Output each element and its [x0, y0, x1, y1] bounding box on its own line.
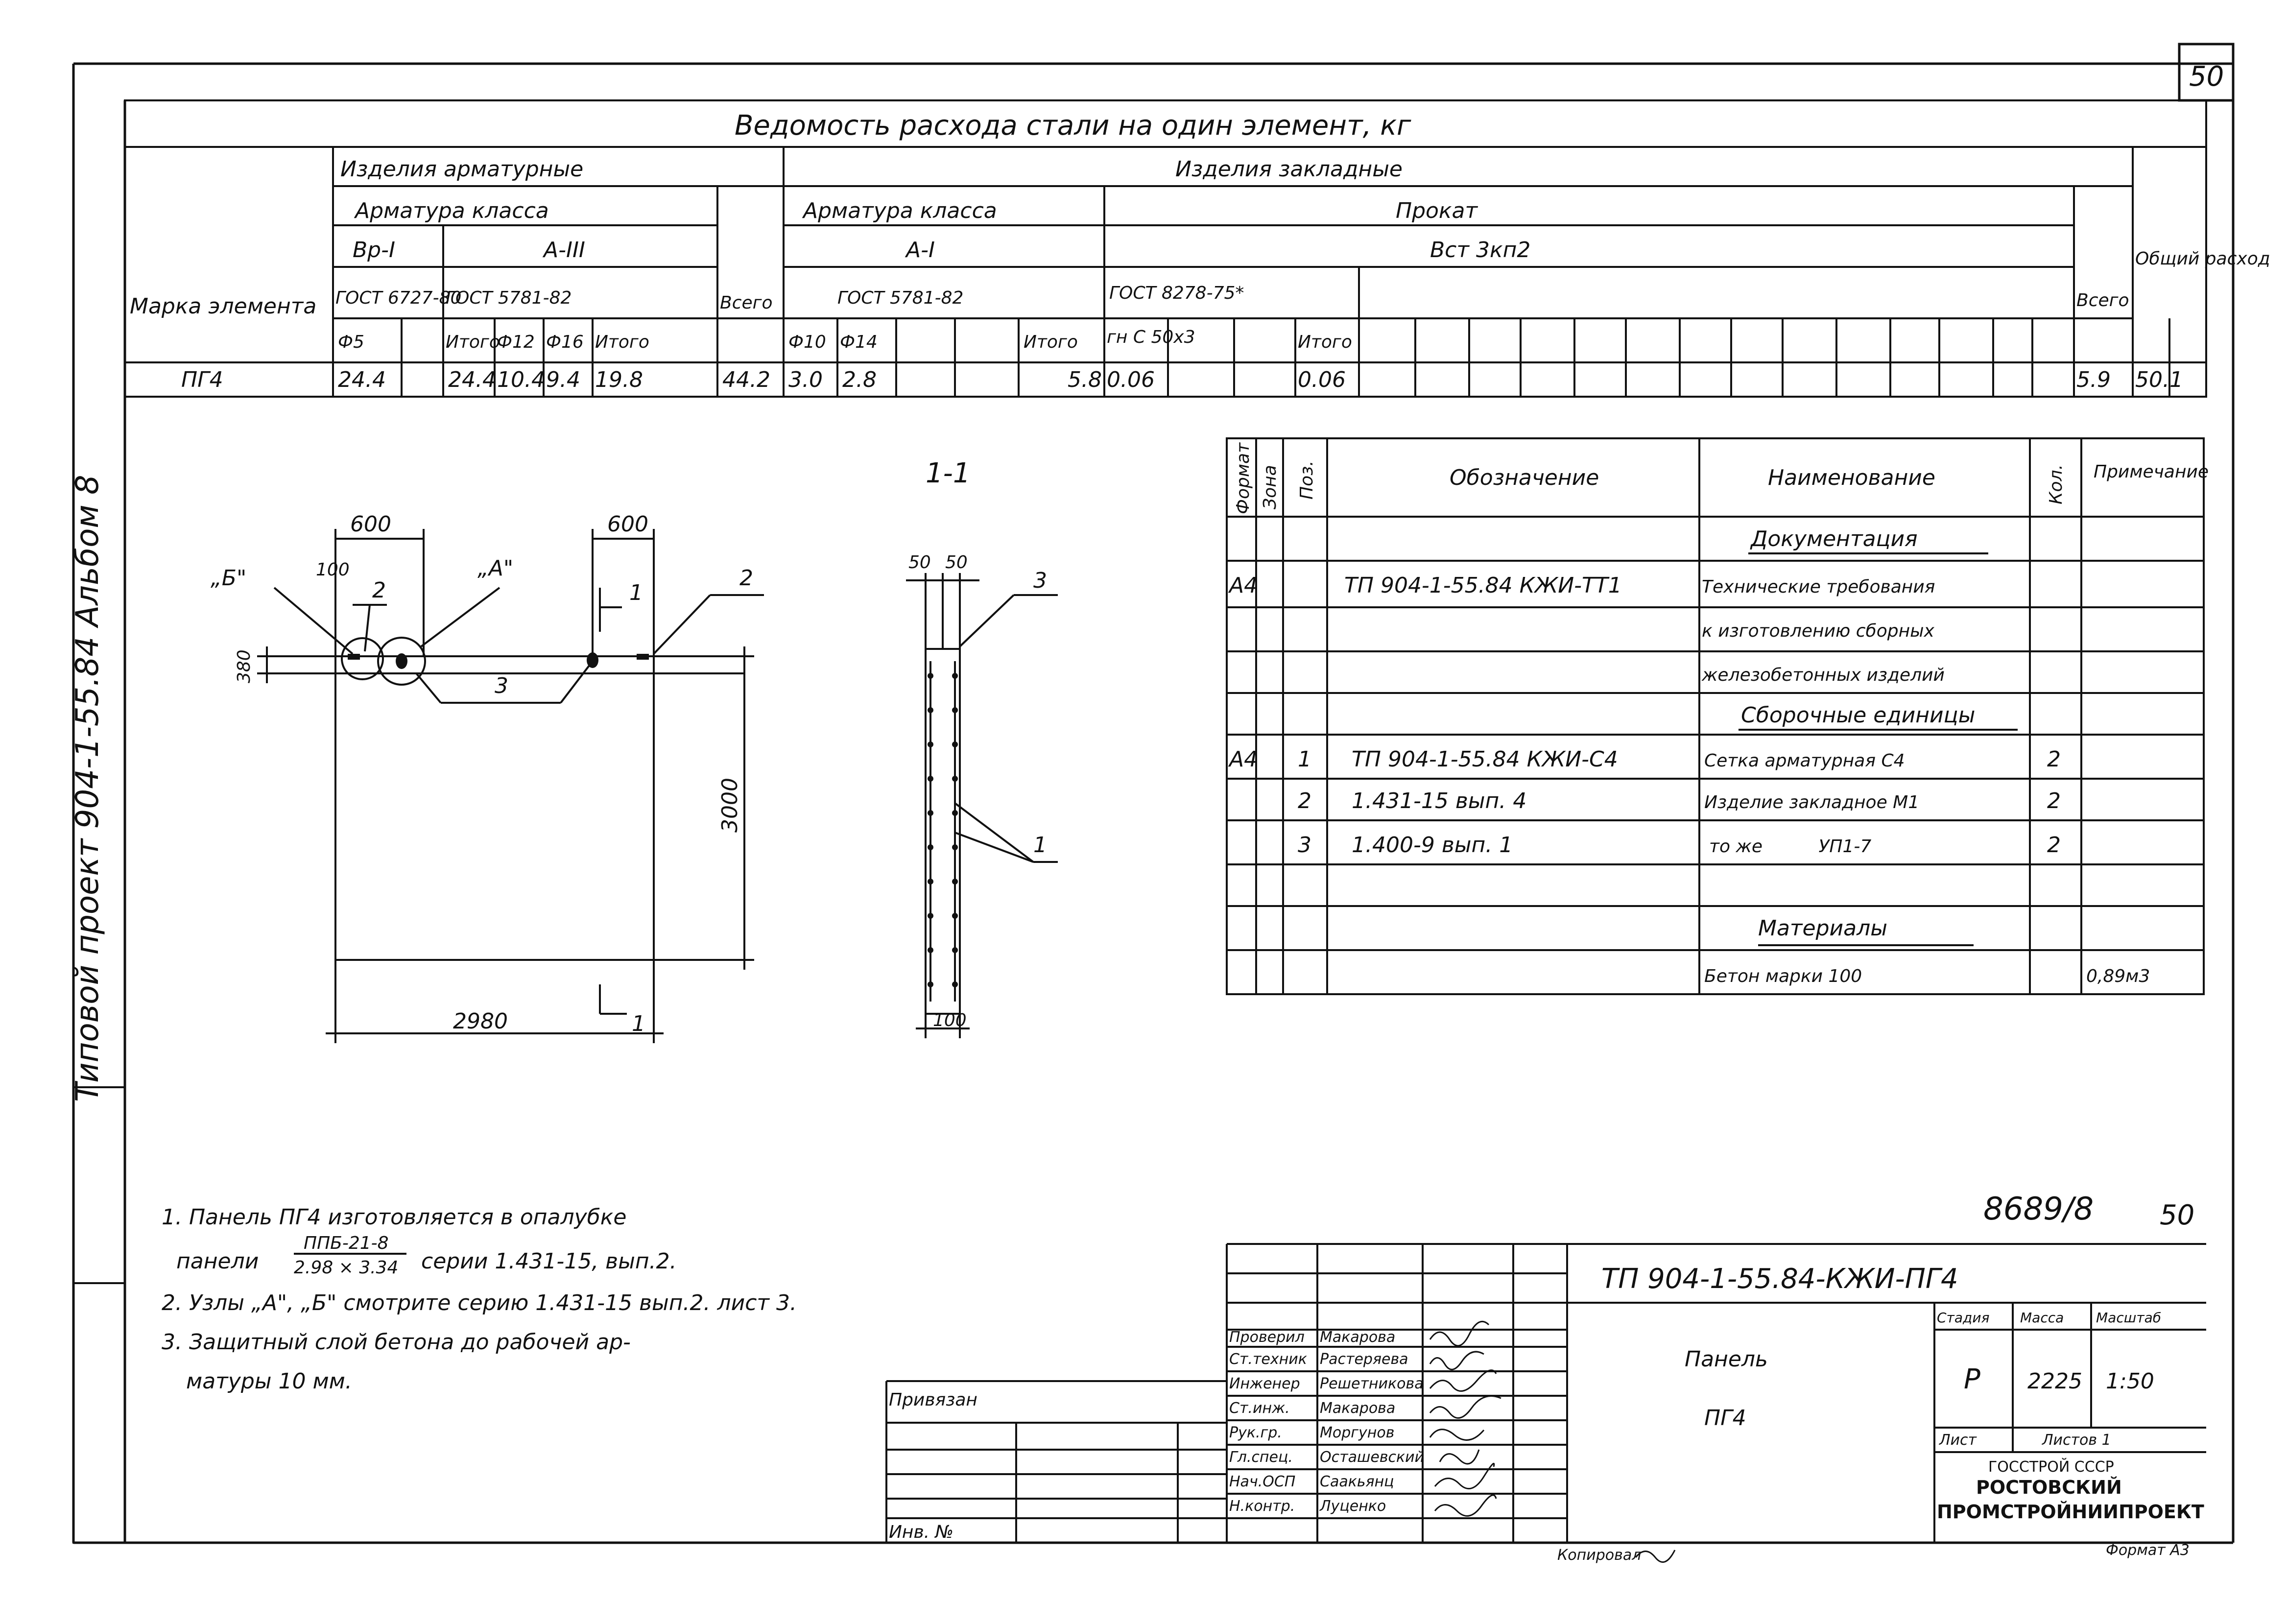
- spec-mat-name: Бетон марки 100: [1704, 966, 1862, 986]
- scale-value: 1:50: [2106, 1369, 2154, 1394]
- sec-dim-50b: 50: [945, 552, 968, 573]
- format-label: Формат А3: [2106, 1542, 2190, 1559]
- spec-item-pos: 2: [1298, 788, 1311, 813]
- spec-row: [1298, 833, 2061, 858]
- sub-d12: Ф12: [497, 332, 535, 352]
- person-name: Растеряева: [1320, 1351, 1408, 1368]
- h-mass: Масса: [2020, 1310, 2064, 1326]
- note-3b: матуры 10 мм.: [186, 1369, 352, 1394]
- spec-h-pos: Поз.: [1297, 460, 1317, 500]
- spec-mat-note: 0,89м3: [2086, 966, 2150, 986]
- armature-class-label: Арматура класса: [355, 198, 549, 223]
- row-obshiy: 50.1: [2135, 367, 2183, 392]
- cut-mark-bottom: 1: [632, 1011, 645, 1036]
- copied-label: Копировал: [1557, 1547, 1642, 1564]
- margin-inscription: Типовой проект 904-1-55.84 Альбом 8: [70, 475, 106, 1102]
- row-d12: 10.4: [497, 367, 545, 392]
- spec-item-designation: 1.400-9 вып. 1: [1352, 833, 1513, 858]
- note-1b-den: 2.98 × 3.34: [294, 1258, 399, 1278]
- title-name-1: Панель: [1685, 1347, 1768, 1372]
- row-d14: 2.8: [842, 367, 877, 392]
- person-role: Ст.техник: [1229, 1351, 1307, 1368]
- spec-item-designation: 1.431-15 вып. 4: [1352, 788, 1527, 813]
- pos-2-left: 2: [372, 578, 386, 603]
- specification-table: [1227, 438, 2209, 994]
- row-d5: 24.4: [338, 367, 386, 392]
- spec-row: [1228, 747, 2061, 772]
- gost-6727: ГОСТ 6727-80: [335, 288, 462, 308]
- note-3a: 3. Защитный слой бетона до рабочей ар-: [162, 1330, 631, 1355]
- class-a3: А-III: [544, 238, 585, 263]
- spec-item-qty: 2: [2047, 788, 2061, 813]
- mass-value: 2225: [2027, 1369, 2082, 1394]
- stage-value: Р: [1964, 1363, 1980, 1395]
- person-role: Нач.ОСП: [1229, 1473, 1296, 1490]
- row-itogo3: 5.8: [1068, 367, 1102, 392]
- section-1-1: [906, 457, 1058, 1038]
- dim-600-right: 600: [607, 512, 648, 537]
- person-role: Проверил: [1229, 1329, 1305, 1346]
- person-role: Рук.гр.: [1229, 1424, 1282, 1441]
- sub-itogo-4: Итого: [1298, 332, 1352, 352]
- spec-doc-name-3: железобетонных изделий: [1702, 665, 1945, 685]
- person-role: Гл.спец.: [1229, 1449, 1293, 1466]
- note-2: 2. Узлы „А", „Б" смотрите серию 1.431-15 вып.2. лист 3.: [162, 1290, 797, 1315]
- spec-item-name: то же УП1-7: [1709, 836, 1872, 857]
- spec-item-name: Сетка арматурная С4: [1704, 751, 1905, 771]
- general-header: Общий расход: [2135, 249, 2270, 269]
- class-vst: Вст 3кп2: [1430, 238, 1531, 263]
- spec-item-qty: 2: [2047, 833, 2061, 858]
- inv-label: Инв. №: [889, 1522, 954, 1542]
- person-name: Саакьянц: [1320, 1473, 1394, 1490]
- spec-sec-materials: Материалы: [1758, 916, 1887, 941]
- sub-d10: Ф10: [788, 332, 826, 352]
- person-name: Осташевский: [1320, 1449, 1425, 1466]
- page-number: 50: [2160, 1199, 2195, 1231]
- h-scale: Масштаб: [2096, 1310, 2162, 1326]
- group-embedded: Изделия закладные: [1175, 157, 1403, 182]
- spec-row: [1298, 788, 2061, 813]
- gost-5781-a: ГОСТ 5781-82: [446, 288, 572, 308]
- person-name: Решетникова: [1320, 1375, 1424, 1392]
- spec-item-format: А4: [1229, 747, 1258, 772]
- person-role: Ст.инж.: [1229, 1400, 1290, 1417]
- dim-600-left: 600: [350, 512, 391, 537]
- spec-item-qty: 2: [2047, 747, 2061, 772]
- spec-h-qty: Кол.: [2046, 464, 2066, 504]
- panel-elevation: [211, 512, 764, 1043]
- person-role: Инженер: [1229, 1375, 1300, 1392]
- node-a-label: „А": [477, 556, 514, 581]
- note-1b-num: ППБ-21-8: [304, 1233, 389, 1253]
- person-name: Макарова: [1320, 1329, 1396, 1346]
- spec-doc-designation: ТП 904-1-55.84 КЖИ-ТТ1: [1344, 573, 1622, 598]
- gost-8278: ГОСТ 8278-75*: [1109, 283, 1244, 303]
- armature-class-label-2: Арматура класса: [803, 198, 997, 223]
- spec-h-designation: Обозначение: [1450, 465, 1599, 490]
- sheet-label: Лист: [1939, 1432, 1977, 1449]
- org-line-3: ПРОМСТРОЙНИИПРОЕКТ: [1937, 1501, 2204, 1523]
- row-gn: 0.06: [1107, 367, 1155, 392]
- spec-sec-docs: Документация: [1751, 526, 1918, 551]
- pos-2-right: 2: [739, 566, 753, 591]
- spec-item-pos: 3: [1298, 833, 1311, 858]
- spec-h-note: Примечание: [2094, 462, 2209, 482]
- sub-itogo-3: Итого: [1024, 332, 1078, 352]
- sec-dim-50a: 50: [908, 552, 931, 573]
- spec-item-name: Изделие закладное М1: [1704, 792, 1920, 812]
- archive-number: 8689/8: [1983, 1191, 2094, 1227]
- h-stage: Стадия: [1937, 1310, 1990, 1326]
- title-block: [886, 1191, 2206, 1564]
- row-itogo2: 19.8: [595, 367, 643, 392]
- dim-2980: 2980: [453, 1009, 508, 1034]
- class-a1: А-I: [906, 238, 935, 263]
- note-1b-pre: панели: [176, 1249, 259, 1274]
- sec-dim-100: 100: [933, 1010, 967, 1030]
- note-1b-post: серии 1.431-15, вып.2.: [421, 1249, 677, 1274]
- spec-doc-format: А4: [1229, 573, 1258, 598]
- pos-3-label: 3: [495, 673, 508, 698]
- total-header: Всего: [720, 293, 773, 313]
- row-vsego: 44.2: [722, 367, 770, 392]
- sub-d5: Ф5: [338, 332, 364, 352]
- spec-h-zone: Зона: [1260, 465, 1280, 509]
- org-line-2: РОСТОВСКИЙ: [1976, 1477, 2122, 1498]
- sub-d14: Ф14: [840, 332, 878, 352]
- dim-100: 100: [316, 560, 350, 580]
- spec-doc-name-2: к изготовлению сборных: [1702, 621, 1934, 641]
- sub-itogo-2: Итого: [595, 332, 649, 352]
- person-role: Н.контр.: [1229, 1498, 1295, 1515]
- steel-consumption-table: [125, 100, 2270, 397]
- row-d10: 3.0: [788, 367, 823, 392]
- class-bp1: Вр-I: [353, 238, 395, 263]
- spec-item-designation: ТП 904-1-55.84 КЖИ-С4: [1352, 747, 1618, 772]
- spec-item-pos: 1: [1298, 747, 1311, 772]
- steel-table-title: Ведомость расхода стали на один элемент, кг: [735, 110, 1411, 142]
- dim-3000: 3000: [717, 778, 742, 833]
- sub-gn: гн С 50х3: [1107, 327, 1195, 347]
- spec-sec-units: Сборочные единицы: [1741, 703, 1976, 728]
- spec-h-format: Формат: [1233, 442, 1253, 514]
- row-vsego2: 5.9: [2076, 367, 2111, 392]
- sheet-number: 50: [2189, 61, 2224, 93]
- row-d16: 9.4: [546, 367, 580, 392]
- sec-pos-3: 3: [1033, 568, 1047, 593]
- signatures: [1430, 1321, 1675, 1562]
- row-mark: ПГ4: [181, 367, 223, 392]
- title-name-2: ПГ4: [1704, 1406, 1746, 1431]
- node-b-label: „Б": [211, 566, 247, 591]
- total-header-2: Всего: [2076, 290, 2129, 310]
- dim-380: 380: [234, 649, 254, 683]
- mark-header: Марка элемента: [130, 294, 317, 319]
- gost-5781-b: ГОСТ 5781-82: [837, 288, 964, 308]
- privyazan-label: Привязан: [889, 1390, 977, 1410]
- row-itogo4: 0.06: [1298, 367, 1346, 392]
- sub-d16: Ф16: [546, 332, 584, 352]
- sub-itogo-1: Итого: [446, 332, 500, 352]
- cut-mark-top: 1: [629, 580, 643, 605]
- note-1a: 1. Панель ПГ4 изготовляется в опалубке: [162, 1205, 627, 1230]
- section-title: 1-1: [926, 457, 971, 489]
- spec-h-name: Наименование: [1768, 465, 1935, 490]
- row-itogo1: 24.4: [448, 367, 496, 392]
- sec-pos-1: 1: [1033, 833, 1047, 858]
- rolled-label: Прокат: [1396, 198, 1478, 223]
- title-code: ТП 904-1-55.84-КЖИ-ПГ4: [1601, 1263, 1958, 1295]
- sheets-label: Листов 1: [2042, 1432, 2111, 1449]
- spec-doc-name-1: Технические требования: [1702, 577, 1935, 597]
- general-notes: [162, 1205, 797, 1394]
- person-name: Моргунов: [1320, 1424, 1395, 1441]
- person-name: Макарова: [1320, 1400, 1396, 1417]
- group-armature: Изделия арматурные: [340, 157, 584, 182]
- org-line-1: ГОССТРОЙ СССР: [1988, 1458, 2114, 1476]
- person-name: Луценко: [1320, 1498, 1386, 1515]
